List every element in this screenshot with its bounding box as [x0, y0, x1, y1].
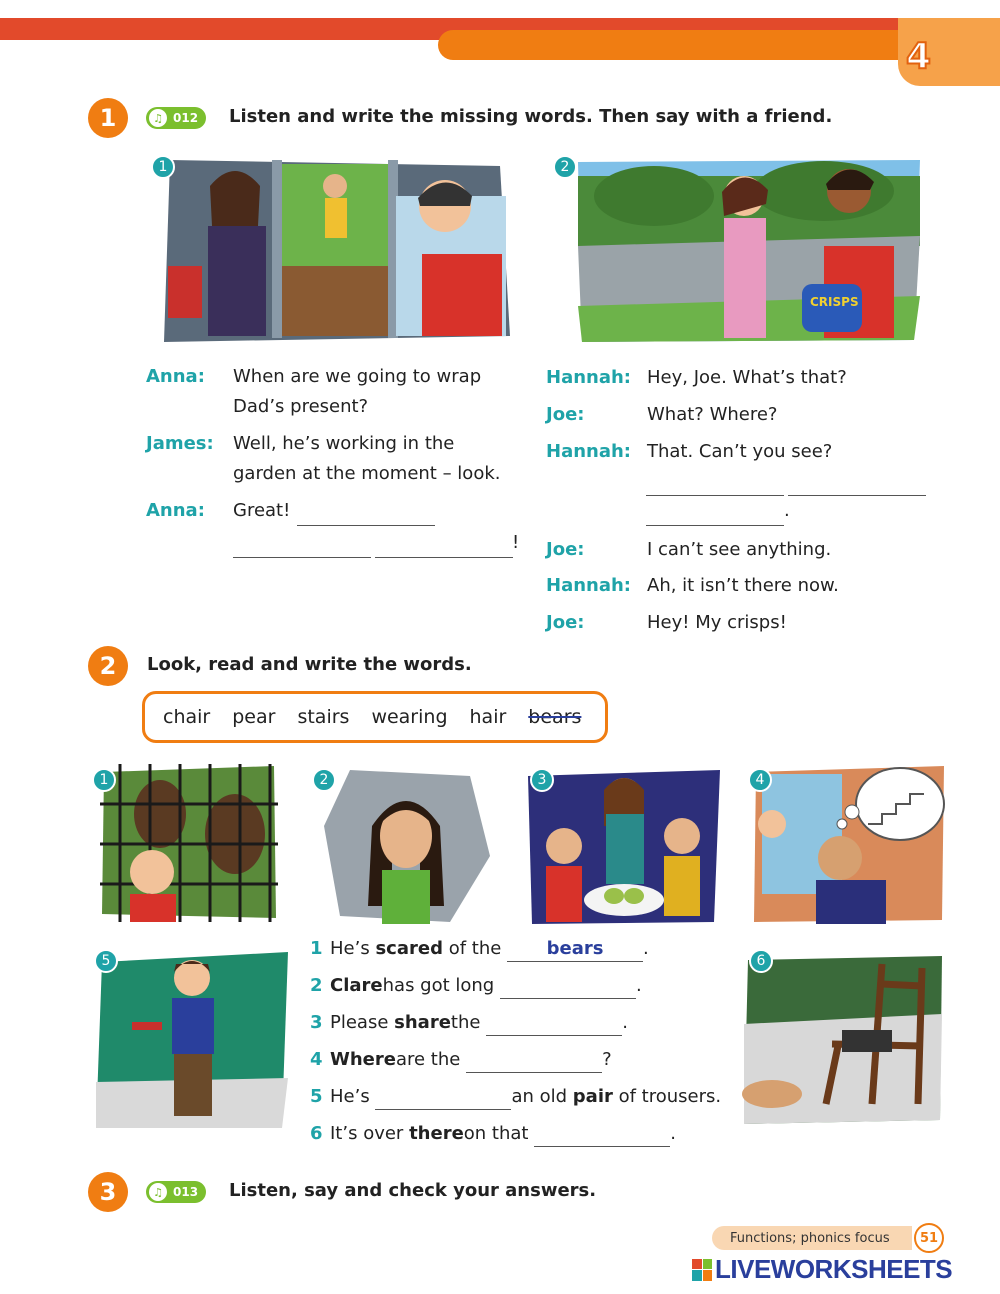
- audio-track-013[interactable]: [146, 1181, 206, 1203]
- picture-number: 3: [530, 768, 554, 792]
- sentence-5: 5 He’s an old pair of trousers.: [310, 1078, 721, 1115]
- picture-number: 2: [312, 768, 336, 792]
- word-hair: hair: [469, 706, 507, 728]
- dialogue-line: Well, he’s working in the: [233, 433, 455, 454]
- track-number: 013: [173, 1185, 199, 1199]
- dialogue-line: Dad’s present?: [233, 396, 369, 417]
- picture-stairs: [752, 764, 948, 924]
- headphones-icon: ♫: [149, 109, 167, 127]
- picture-number: 4: [748, 768, 772, 792]
- dialogue-line: When are we going to wrap: [233, 366, 482, 387]
- word-wearing: wearing: [371, 706, 448, 728]
- picture-number: 1: [151, 155, 175, 179]
- word-stairs: stairs: [297, 706, 350, 728]
- answer-input-5[interactable]: [375, 1084, 511, 1110]
- answer-input-1[interactable]: [507, 936, 643, 962]
- speaker-joe: Joe:: [546, 612, 585, 633]
- sentence-4: 4 Where are the ?: [310, 1041, 612, 1078]
- picture-number: 5: [94, 949, 118, 973]
- exercise-2-instruction: Look, read and write the words.: [147, 654, 472, 675]
- dialogue-line: garden at the moment – look.: [233, 463, 501, 484]
- picture-chair: [742, 954, 946, 1126]
- audio-track-012[interactable]: [146, 107, 206, 129]
- word-bears-struck: bears: [528, 706, 582, 728]
- picture-hannah-joe: [574, 156, 924, 344]
- exercise-2-number: 2: [88, 646, 128, 686]
- speaker-joe: Joe:: [546, 539, 585, 560]
- picture-anna-james: [160, 156, 512, 344]
- exercise-3-number: 3: [88, 1172, 128, 1212]
- picture-number: 6: [749, 949, 773, 973]
- answer-input[interactable]: [233, 532, 371, 558]
- speaker-hannah: Hannah:: [546, 575, 631, 596]
- dialogue-line: Great!: [233, 500, 291, 521]
- word-box: [142, 691, 608, 743]
- picture-number: 1: [92, 768, 116, 792]
- picture-share-pear: [524, 766, 724, 926]
- answer-input-2[interactable]: [500, 973, 636, 999]
- picture-bears: [100, 764, 278, 922]
- dialogue-line: What? Where?: [647, 404, 778, 425]
- speaker-anna: Anna:: [146, 366, 205, 387]
- dialogue-line: Hey! My crisps!: [647, 612, 787, 633]
- answer-input[interactable]: [788, 470, 926, 496]
- answer-input[interactable]: [646, 500, 784, 526]
- crisps-bag-label: CRISPS: [810, 295, 859, 309]
- dialogue-line: Hey, Joe. What’s that?: [647, 367, 847, 388]
- footer-topic: Functions; phonics focus: [712, 1226, 912, 1250]
- speaker-hannah: Hannah:: [546, 441, 631, 462]
- brand-name: LIVEWORKSHEETS: [715, 1254, 953, 1284]
- exercise-1-instruction: Listen and write the missing words. Then say with a friend.: [229, 106, 833, 127]
- page-number: 51: [914, 1223, 944, 1253]
- answer-input[interactable]: [297, 500, 435, 526]
- exercise-1-number: 1: [88, 98, 128, 138]
- answer-input-4[interactable]: [466, 1047, 602, 1073]
- sentence-2: 2 Clare has got long .: [310, 967, 642, 1004]
- speaker-anna: Anna:: [146, 500, 205, 521]
- end-punctuation: !: [512, 532, 520, 553]
- answer-input-6[interactable]: [534, 1121, 670, 1147]
- track-number: 012: [173, 111, 199, 125]
- answer-input[interactable]: [646, 470, 784, 496]
- speaker-hannah: Hannah:: [546, 367, 631, 388]
- sentence-3: 3 Please share the .: [310, 1004, 628, 1041]
- picture-number: 2: [553, 155, 577, 179]
- unit-number: 4: [906, 36, 932, 77]
- dialogue-line: Ah, it isn’t there now.: [647, 575, 839, 596]
- word-pear: pear: [232, 706, 276, 728]
- dialogue-line: I can’t see anything.: [647, 539, 832, 560]
- liveworksheets-logo-icon: [692, 1259, 712, 1281]
- answer-input[interactable]: [375, 532, 513, 558]
- sentence-6: 6 It’s over there on that .: [310, 1115, 676, 1152]
- top-banner-orange: [438, 30, 908, 60]
- dialogue-line: That. Can’t you see?: [647, 441, 833, 462]
- speaker-james: James:: [146, 433, 214, 454]
- sentence-1: 1 He’s scared of the bears .: [310, 930, 649, 967]
- picture-clare: [320, 766, 492, 924]
- headphones-icon: ♫: [149, 1183, 167, 1201]
- exercise-3-instruction: Listen, say and check your answers.: [229, 1180, 597, 1201]
- end-punctuation: .: [784, 500, 790, 521]
- word-chair: chair: [163, 706, 211, 728]
- picture-wearing-trousers: [92, 952, 288, 1132]
- liveworksheets-logo[interactable]: [692, 1254, 952, 1285]
- answer-input-3[interactable]: [486, 1010, 622, 1036]
- speaker-joe: Joe:: [546, 404, 585, 425]
